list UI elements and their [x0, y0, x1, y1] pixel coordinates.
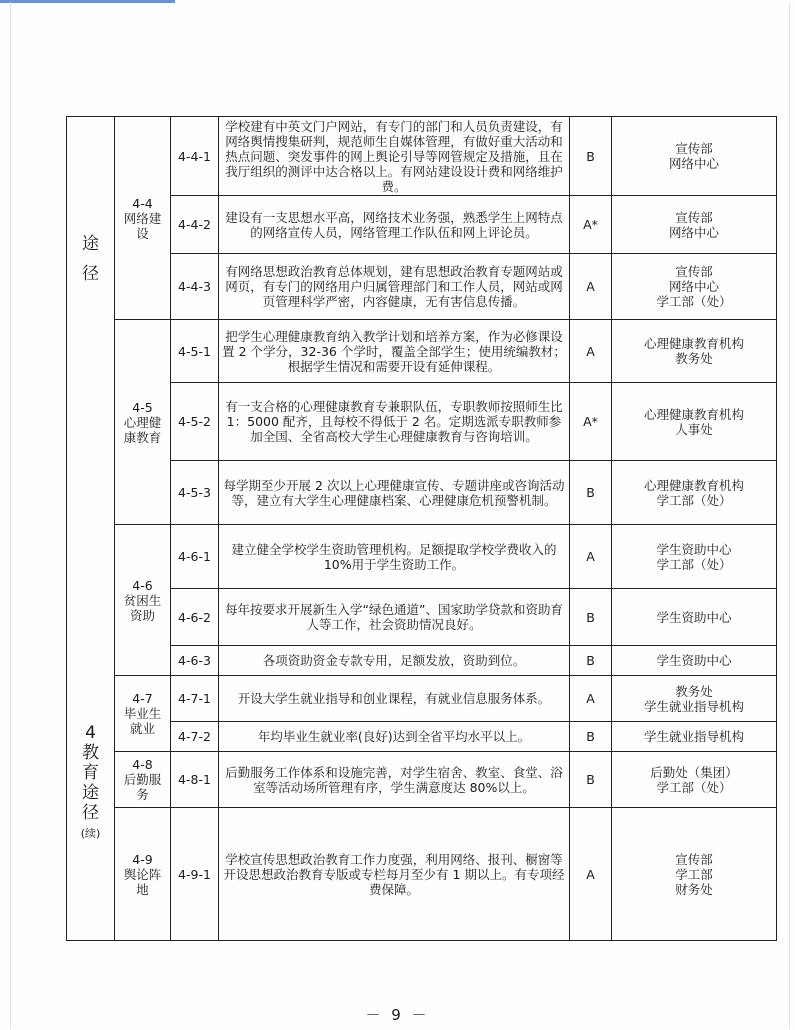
category-main-char: 4 — [85, 722, 96, 743]
table-row — [67, 808, 777, 941]
standards-table — [66, 116, 777, 941]
page-number: － 9 － — [365, 1006, 430, 1024]
category-cell — [67, 117, 115, 941]
row-code: 4-4-1 — [171, 117, 219, 196]
row-code: 4-6-3 — [171, 646, 219, 676]
row-code: 4-9-1 — [171, 808, 219, 941]
group-cell: 4-6 贫困生资助 — [115, 525, 171, 676]
row-dept: 宣传部 网络中心 — [612, 117, 777, 196]
row-grade: B — [570, 722, 612, 752]
row-grade: A — [570, 254, 612, 320]
row-dept: 学生就业指导机构 — [612, 722, 777, 752]
row-grade: B — [570, 117, 612, 196]
group-cell: 4-5 心理健康教育 — [115, 320, 171, 525]
table-row — [67, 461, 777, 525]
group-cell: 4-4 网络建设 — [115, 117, 171, 320]
row-dept: 心理健康教育机构 教务处 — [612, 320, 777, 383]
row-code: 4-6-2 — [171, 589, 219, 646]
table-row — [67, 196, 777, 254]
group-cell: 4-8 后勤服务 — [115, 752, 171, 808]
row-dept: 宣传部 学工部 财务处 — [612, 808, 777, 941]
table-row — [67, 589, 777, 646]
row-content: 建立健全学校学生资助管理机构。足额提取学校学费收入的 10%用于学生资助工作。 — [219, 525, 570, 589]
table-row — [67, 320, 777, 383]
row-dept: 心理健康教育机构 人事处 — [612, 383, 777, 461]
row-grade: B — [570, 589, 612, 646]
row-content: 开设大学生就业指导和创业课程，有就业信息服务体系。 — [219, 676, 570, 722]
table-row — [67, 117, 777, 196]
row-dept: 学生资助中心 — [612, 589, 777, 646]
row-code: 4-5-3 — [171, 461, 219, 525]
table-row — [67, 646, 777, 676]
row-grade: B — [570, 461, 612, 525]
table-row — [67, 383, 777, 461]
group-cell: 4-7 毕业生就业 — [115, 676, 171, 752]
row-code: 4-8-1 — [171, 752, 219, 808]
row-grade: B — [570, 752, 612, 808]
category-note: (续) — [80, 826, 101, 840]
table-row — [67, 752, 777, 808]
row-grade: A* — [570, 196, 612, 254]
row-grade: A* — [570, 383, 612, 461]
row-code: 4-4-3 — [171, 254, 219, 320]
row-content: 学校宣传思想政治教育工作力度强，利用网络、报刊、橱窗等开设思想政治教育专版或专栏每月至少有 1 期以上。有专项经费保障。 — [219, 808, 570, 941]
table-row — [67, 722, 777, 752]
row-grade: A — [570, 525, 612, 589]
row-content: 建设有一支思想水平高，网络技术业务强，熟悉学生上网特点的网络宣传人员，网络管理工作队伍和网上评论员。 — [219, 196, 570, 254]
table-row — [67, 676, 777, 722]
table-row — [67, 254, 777, 320]
row-dept: 后勤处（集团） 学工部（处） — [612, 752, 777, 808]
row-grade: A — [570, 808, 612, 941]
row-content: 有一支合格的心理健康教育专兼职队伍，专职教师按照师生比 1：5000 配齐，且每校不得低于 2 名。定期选派专职教师参加全国、全省高校大学生心理健康教育与咨询培训。 — [219, 383, 570, 461]
row-dept: 学生资助中心 — [612, 646, 777, 676]
row-dept: 宣传部 网络中心 — [612, 196, 777, 254]
row-dept: 学生资助中心 学工部（处） — [612, 525, 777, 589]
category-main-char: 教 — [82, 742, 99, 763]
row-content: 有网络思想政治教育总体规划，建有思想政治教育专题网站或网页，有专门的网络用户归属管理部门和工作人员，网站或网页管理科学严密，内容健康，无有害信息传播。 — [219, 254, 570, 320]
row-content: 后勤服务工作体系和设施完善，对学生宿舍、教室、食堂、浴室等活动场所管理有序，学生满意度达 80%以上。 — [219, 752, 570, 808]
category-top-char: 途 — [82, 233, 99, 254]
row-content: 年均毕业生就业率(良好)达到全省平均水平以上。 — [219, 722, 570, 752]
row-code: 4-5-1 — [171, 320, 219, 383]
row-code: 4-4-2 — [171, 196, 219, 254]
row-grade: B — [570, 646, 612, 676]
row-grade: A — [570, 676, 612, 722]
row-grade: A — [570, 320, 612, 383]
row-content: 学校建有中英文门户网站，有专门的部门和人员负责建设，有网络舆情搜集研判，规范师生自媒体管理，有做好重大活动和热点问题、突发事件的网上舆论引导等网管规定及措施，且在我厅组织的测评中达合格以上。有网站建设设计费和网络维护费。 — [219, 117, 570, 196]
row-code: 4-7-2 — [171, 722, 219, 752]
category-main-char: 途 — [82, 782, 99, 803]
row-content: 把学生心理健康教育纳入教学计划和培养方案，作为必修课设置 2 个学分，32-36 个学时，覆盖全部学生；使用统编教材；根据学生情况和需要开设有延伸课程。 — [219, 320, 570, 383]
row-content: 每学期至少开展 2 次以上心理健康宣传、专题讲座或咨询活动等，建立有大学生心理健康档案、心理健康危机预警机制。 — [219, 461, 570, 525]
row-code: 4-5-2 — [171, 383, 219, 461]
row-dept: 宣传部 网络中心 学工部（处） — [612, 254, 777, 320]
category-main-char: 育 — [82, 762, 99, 783]
row-code: 4-7-1 — [171, 676, 219, 722]
group-cell: 4-9 舆论阵地 — [115, 808, 171, 941]
row-code: 4-6-1 — [171, 525, 219, 589]
row-dept: 心理健康教育机构 学工部（处） — [612, 461, 777, 525]
category-main-char: 径 — [82, 802, 99, 823]
row-dept: 教务处 学生就业指导机构 — [612, 676, 777, 722]
category-top-char: 径 — [82, 263, 99, 284]
table-row — [67, 525, 777, 589]
row-content: 各项资助资金专款专用，足额发放，资助到位。 — [219, 646, 570, 676]
row-content: 每年按要求开展新生入学“绿色通道”、国家助学贷款和资助育人等工作，社会资助情况良好。 — [219, 589, 570, 646]
